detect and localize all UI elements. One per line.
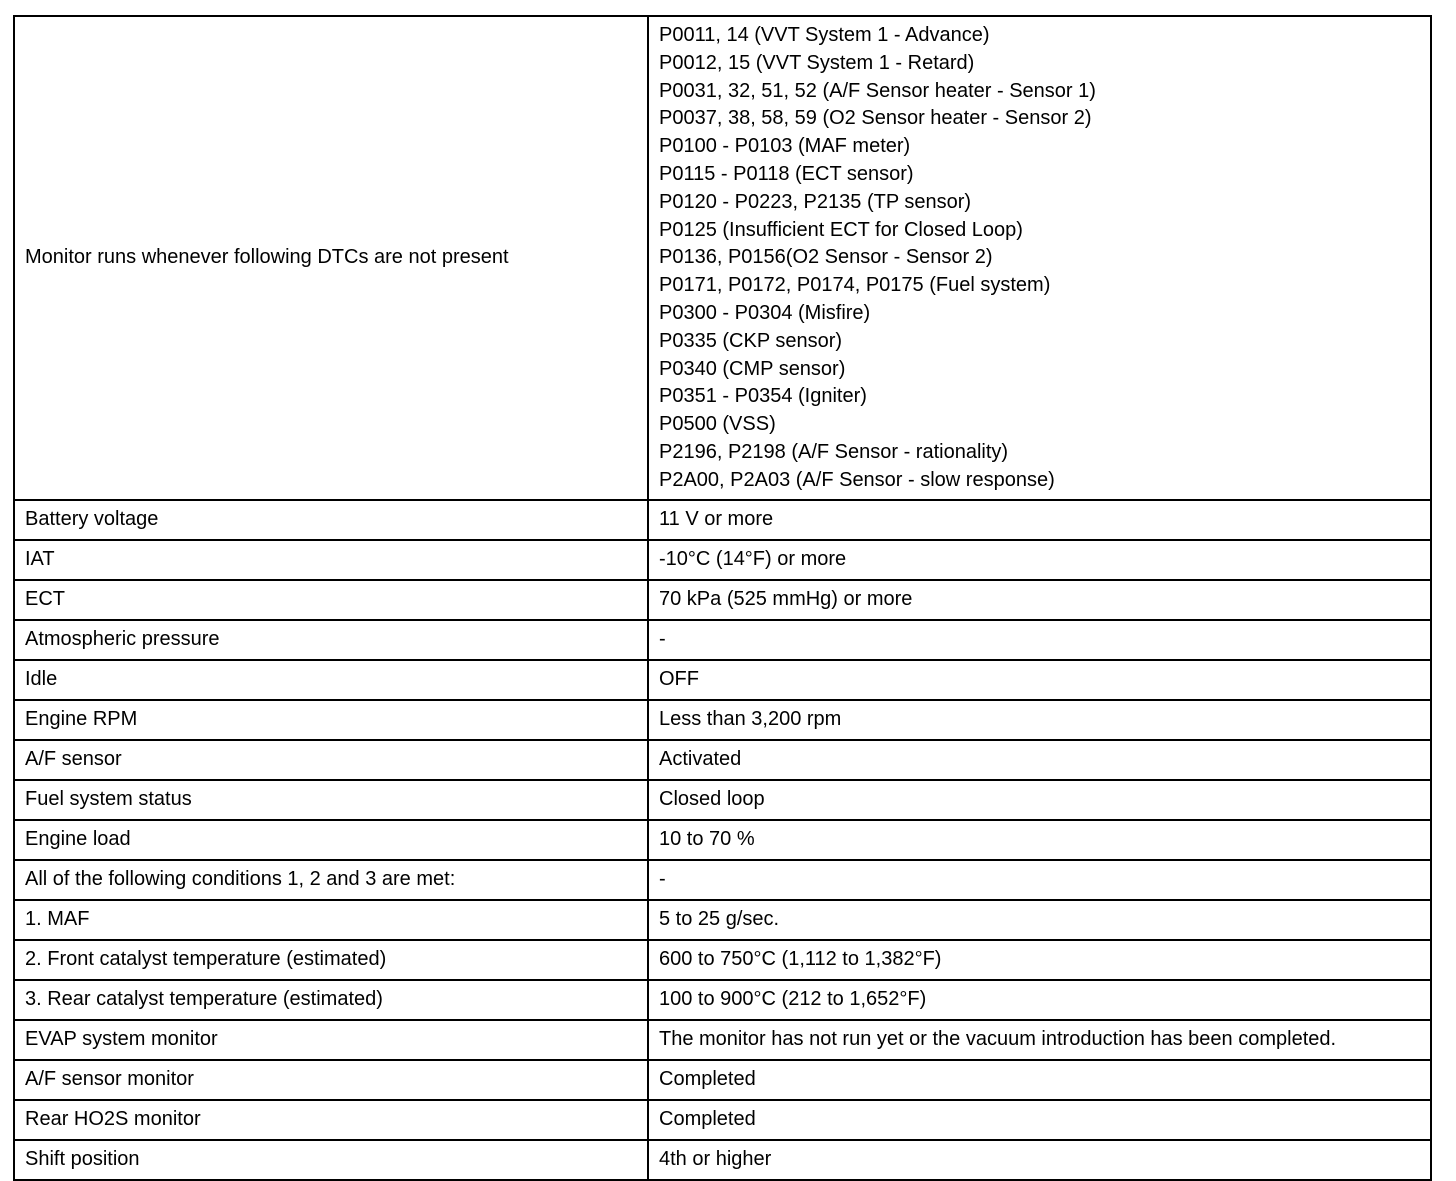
condition-label: 1. MAF bbox=[14, 900, 648, 940]
condition-value: 70 kPa (525 mmHg) or more bbox=[648, 580, 1431, 620]
condition-value: 11 V or more bbox=[648, 500, 1431, 540]
condition-value: OFF bbox=[648, 660, 1431, 700]
condition-label: Engine load bbox=[14, 820, 648, 860]
condition-value: 10 to 70 % bbox=[648, 820, 1431, 860]
condition-value: - bbox=[648, 860, 1431, 900]
table-row bbox=[14, 940, 1431, 980]
table-row bbox=[14, 740, 1431, 780]
condition-value: Completed bbox=[648, 1060, 1431, 1100]
condition-label: EVAP system monitor bbox=[14, 1020, 648, 1060]
table-row bbox=[14, 660, 1431, 700]
table-row bbox=[14, 820, 1431, 860]
dtc-code: P0340 (CMP sensor) bbox=[659, 357, 846, 380]
dtc-code: P0115 - P0118 (ECT sensor) bbox=[659, 162, 914, 185]
table-row bbox=[14, 540, 1431, 580]
condition-value: - bbox=[648, 620, 1431, 660]
table-row bbox=[14, 580, 1431, 620]
dtc-code: P0351 - P0354 (Igniter) bbox=[659, 385, 867, 408]
dtc-code: P0300 - P0304 (Misfire) bbox=[659, 301, 871, 324]
dtc-code: P0500 (VSS) bbox=[659, 413, 776, 436]
condition-value: The monitor has not run yet or the vacuum introduction has been completed. bbox=[648, 1020, 1431, 1060]
condition-label: Fuel system status bbox=[14, 780, 648, 820]
dtc-code: P0125 (Insufficient ECT for Closed Loop) bbox=[659, 218, 1023, 241]
condition-label: A/F sensor monitor bbox=[14, 1060, 648, 1100]
dtc-code: P0011, 14 (VVT System 1 - Advance) bbox=[659, 24, 990, 46]
condition-value: Less than 3,200 rpm bbox=[648, 700, 1431, 740]
condition-label: All of the following conditions 1, 2 and 3 are met: bbox=[14, 860, 648, 900]
condition-label: Shift position bbox=[14, 1140, 648, 1180]
dtc-code: P2196, P2198 (A/F Sensor - rationality) bbox=[659, 440, 1009, 463]
condition-label: Engine RPM bbox=[14, 700, 648, 740]
condition-label: Rear HO2S monitor bbox=[14, 1100, 648, 1140]
dtc-code: P2A00, P2A03 (A/F Sensor - slow response) bbox=[659, 468, 1055, 491]
dtc-code: P0171, P0172, P0174, P0175 (Fuel system) bbox=[659, 274, 1051, 297]
condition-label: Idle bbox=[14, 660, 648, 700]
condition-value: 100 to 900°C (212 to 1,652°F) bbox=[648, 980, 1431, 1020]
dtc-code: P0100 - P0103 (MAF meter) bbox=[659, 135, 911, 158]
condition-value: -10°C (14°F) or more bbox=[648, 540, 1431, 580]
table-row bbox=[14, 1020, 1431, 1060]
table-row bbox=[14, 900, 1431, 940]
condition-label: Battery voltage bbox=[14, 500, 648, 540]
condition-label: ECT bbox=[14, 580, 648, 620]
table-row bbox=[14, 500, 1431, 540]
table-row bbox=[14, 1140, 1431, 1180]
dtc-code: P0335 (CKP sensor) bbox=[659, 329, 843, 352]
table-row-dtc bbox=[14, 16, 1431, 500]
dtc-code: P0120 - P0223, P2135 (TP sensor) bbox=[659, 190, 972, 213]
condition-label: Atmospheric pressure bbox=[14, 620, 648, 660]
condition-value: 5 to 25 g/sec. bbox=[648, 900, 1431, 940]
condition-label: 2. Front catalyst temperature (estimated) bbox=[14, 940, 648, 980]
dtc-code-list bbox=[648, 16, 1431, 500]
table-row bbox=[14, 860, 1431, 900]
monitor-conditions-table bbox=[13, 15, 1432, 1181]
condition-label: 3. Rear catalyst temperature (estimated) bbox=[14, 980, 648, 1020]
table-row bbox=[14, 700, 1431, 740]
table-row bbox=[14, 780, 1431, 820]
table-row bbox=[14, 620, 1431, 660]
condition-value: Activated bbox=[648, 740, 1431, 780]
condition-value: 600 to 750°C (1,112 to 1,382°F) bbox=[648, 940, 1431, 980]
table-row bbox=[14, 980, 1431, 1020]
dtc-code: P0031, 32, 51, 52 (A/F Sensor heater - Sensor 1) bbox=[659, 79, 1096, 102]
condition-value: Closed loop bbox=[648, 780, 1431, 820]
condition-label: IAT bbox=[14, 540, 648, 580]
dtc-row-label: Monitor runs whenever following DTCs are not present bbox=[14, 16, 648, 500]
dtc-code: P0136, P0156(O2 Sensor - Sensor 2) bbox=[659, 246, 993, 269]
condition-value: 4th or higher bbox=[648, 1140, 1431, 1180]
dtc-code: P0012, 15 (VVT System 1 - Retard) bbox=[659, 51, 975, 74]
condition-value: Completed bbox=[648, 1100, 1431, 1140]
table-row bbox=[14, 1100, 1431, 1140]
table-row bbox=[14, 1060, 1431, 1100]
dtc-code: P0037, 38, 58, 59 (O2 Sensor heater - Sensor 2) bbox=[659, 107, 1092, 130]
condition-label: A/F sensor bbox=[14, 740, 648, 780]
